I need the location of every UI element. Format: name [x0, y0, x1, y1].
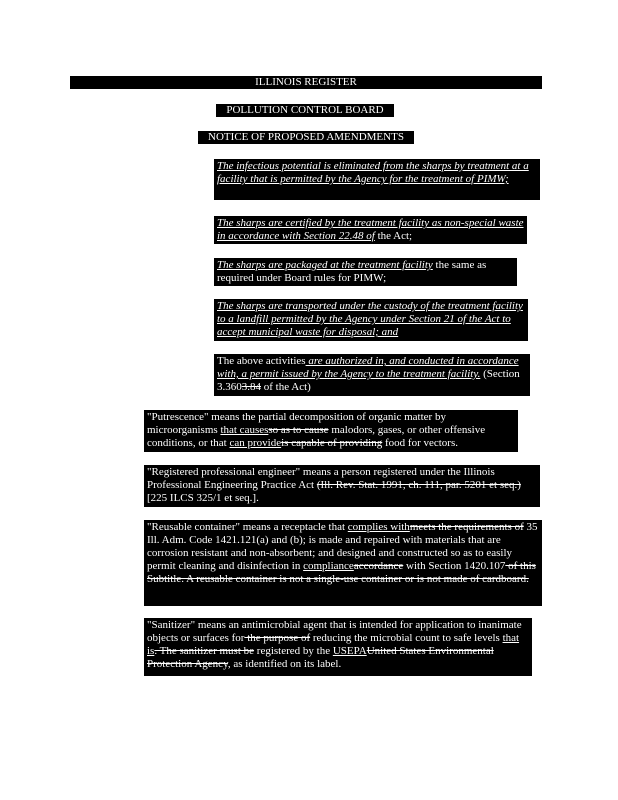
- condition-item-5: The above activities are authorized in, and conducted in accordance with, a permit issued by the Agency to the treatment facility. (Section 3.3603.84 of the Act): [214, 354, 530, 396]
- notice-title: NOTICE OF PROPOSED AMENDMENTS: [198, 131, 414, 144]
- register-header-bar: [70, 76, 542, 89]
- definition-reusable-container: "Reusable container" means a receptacle that complies withmeets the requirements of 35 Ill. Adm. Code 1421.121(a) and (b); is made and repaired with materials that are corrosion resistant and non-absorbent; and designed and constructed so as to easily permit cleaning and disinfection in complianceaccordance with Section 1420.107 of this Subtitle. A reusable container is not a single-use container or is not made of cardboard.: [144, 520, 542, 606]
- register-title: ILLINOIS REGISTER: [255, 76, 357, 88]
- definition-registered-engineer: "Registered professional engineer" means a person registered under the Illinois Professional Engineering Practice Act (Ill. Rev. Stat. 1991, ch. 111, par. 5201 et seq.) [225 ILCS 325/1 et seq.].: [144, 465, 540, 507]
- condition-item-4: The sharps are transported under the custody of the treatment facility to a landfill permitted by the Agency under Section 21 of the Act to accept municipal waste for disposal; and: [214, 299, 528, 341]
- board-title: POLLUTION CONTROL BOARD: [216, 104, 394, 117]
- definition-sanitizer: "Sanitizer" means an antimicrobial agent that is intended for application to inanimate objects or surfaces for the purpose of reducing the microbial count to safe levels that is. The sanitizer must be registered by the USEPAUnited States Environmental Protection Agency, as identified on its label.: [144, 618, 532, 676]
- definition-putrescence: "Putrescence" means the partial decomposition of organic matter by microorganisms that causesso as to cause malodors, gases, or other offensive conditions, or that can provideis capable of providing food for vectors.: [144, 410, 518, 452]
- condition-item-2: The sharps are certified by the treatment facility as non-special waste in accordance with Section 22.48 of the Act;: [214, 216, 527, 244]
- condition-item-3: The sharps are packaged at the treatment facility the same as required under Board rules for PIMW;: [214, 258, 517, 286]
- condition-item-1: The infectious potential is eliminated from the sharps by treatment at a facility that is permitted by the Agency for the treatment of PIMW;: [214, 159, 540, 200]
